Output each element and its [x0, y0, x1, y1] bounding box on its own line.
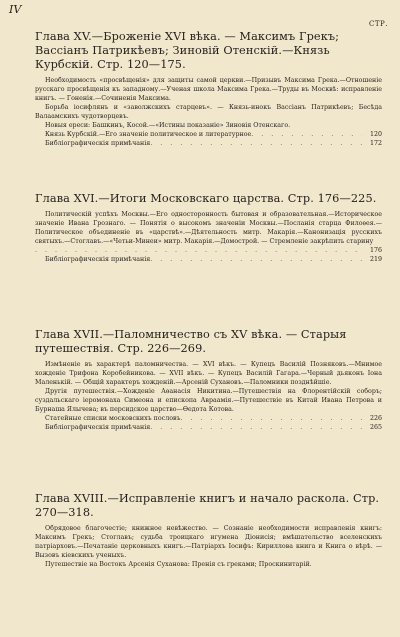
chapter-xvi [35, 192, 382, 264]
leader-dots [251, 130, 362, 139]
chapter-xvii [35, 328, 382, 432]
toc-entry-page: 265 [369, 424, 382, 432]
page-folio: IV [9, 3, 22, 16]
toc-entry [35, 130, 382, 139]
toc-entry-label: Библіографическія примѣчанія [45, 140, 151, 148]
leader-dots [181, 414, 362, 423]
toc-entry-label: Библіографическія примѣчанія [45, 256, 151, 264]
chapter-summary [35, 76, 382, 148]
chapter-title: Глава XVIII.—Исправленіе книгъ и начало раскола. Стр. 270—318. [35, 492, 380, 519]
leader-dots [150, 139, 362, 148]
chapter-summary [35, 210, 382, 264]
chapter-title: Глава XVII.—Паломничество съ XV вѣка. — Старыя путешествія. Стр. 226—269. [35, 328, 347, 355]
chapter-summary [35, 524, 382, 569]
chapter-summary [35, 360, 382, 432]
toc-entry [35, 414, 382, 423]
summary-paragraph: Обрядовое благочестіе; книжное невѣжество. — Сознаніе необходимости исправленія книгъ: Максимъ Грекъ; Стоглавъ; судьба троицкаго игумена Діонисія; вмѣшательство вселенскихъ патріарховъ.—Печатаніе церковныхъ книгъ.—Патріархъ Іосифъ: Кириллова книга и Книга о вѣрѣ. — Вызовъ кіевскихъ ученыхъ. [35, 525, 382, 560]
toc-entry-label: Князь Курбскій.—Его значеніе политическое и литературное [45, 131, 252, 139]
leader-dots [150, 423, 362, 432]
summary-paragraph: Новыя ереси: Башкинъ, Косой.—«Истины показаніе» Зиновія Отенскаго. [45, 122, 291, 130]
toc-entry-page: 172 [369, 140, 382, 148]
summary-paragraph: Борьба іосифлянъ и «заволжскихъ старцевъ». — Князь-инокъ Вассіанъ Патрикѣевъ; Бесѣда Валаамскихъ чудотворцевъ. [35, 104, 382, 121]
page-column-label: СТР. [369, 20, 388, 28]
chapter-xv [35, 30, 382, 148]
toc-entry-page: 226 [369, 415, 382, 423]
leader-dots [35, 246, 362, 255]
toc-entry [35, 255, 382, 264]
toc-entry-page: 176 [369, 247, 382, 255]
summary-paragraph: Другія путешествія.—Хожденіе Аѳанасія Никитина.—Путешествія на Флорентійскій соборъ; суздальскаго іеромонаха Симеона и епископа Авраамія.—Путешествіе въ Китай Ивана Петрова и Бурнаша Ялычева; въ персидское царство—Ѳедота Котова. [35, 388, 382, 414]
toc-entry [35, 423, 382, 432]
toc-entry-label: Статейные списки московскихъ пословъ [45, 415, 181, 423]
toc-entry [35, 139, 382, 148]
leader-dots [150, 255, 362, 264]
toc-entry-label: Библіографическія примѣчанія [45, 424, 151, 432]
chapter-xviii [35, 492, 382, 569]
summary-paragraph: Измѣненіе въ характерѣ паломничества. — XVI вѣкъ. — Купецъ Василій Позняковъ.—Мнимое хожденіе Трифона Коробейникова. — XVII вѣкъ. — Купецъ Василій Гагара.—Черный дьяконъ Іона Маленькій. — Общій характеръ хожденій.—Арсеній Сухановъ.—Паломники позднѣйшіе. [35, 361, 382, 387]
chapter-title: Глава XV.—Броженіе XVI вѣка. — Максимъ Грекъ; Вассіанъ Патрикѣевъ; Зиновій Отенскій.—Князь Курбскій. Стр. 120—175. [35, 30, 340, 71]
toc-entry [35, 246, 382, 255]
toc-entry-page: 120 [369, 131, 382, 139]
chapter-title: Глава XVI.—Итоги Московскаго царства. Стр. 176—225. [35, 192, 377, 205]
summary-paragraph: Путешествіе на Востокъ Арсенія Суханова: Пренія съ греками; Проскинитарій. [45, 561, 312, 569]
summary-paragraph: Необходимость «просвѣщенія» для защиты самой церкви.—Призывъ Максима Грека.—Отношеніе русскаго просвѣщенія къ западному.—Ученая школа Максима Грека.—Труды въ Москвѣ: исправленіе книгъ. — Гоненія.—Сочиненія Максима. [35, 77, 382, 103]
toc-entry-page: 219 [369, 256, 382, 264]
summary-paragraph: Политическій успѣхъ Москвы.—Его односторонность бытовая и образовательная.—Историческое значеніе Ивана Грознаго. — Понятія о высокомъ значеніи Москвы.—Посланія старца Филоѳея.—Политическое объединеніе въ «царствѣ».—Дѣятельность митр. Макарія.—Канонизація русскихъ святыхъ.—Стоглавъ.—«Четьи-Минеи» митр. Макарія.—Домострой. — Стремленіе закрѣпить старину [35, 211, 382, 246]
